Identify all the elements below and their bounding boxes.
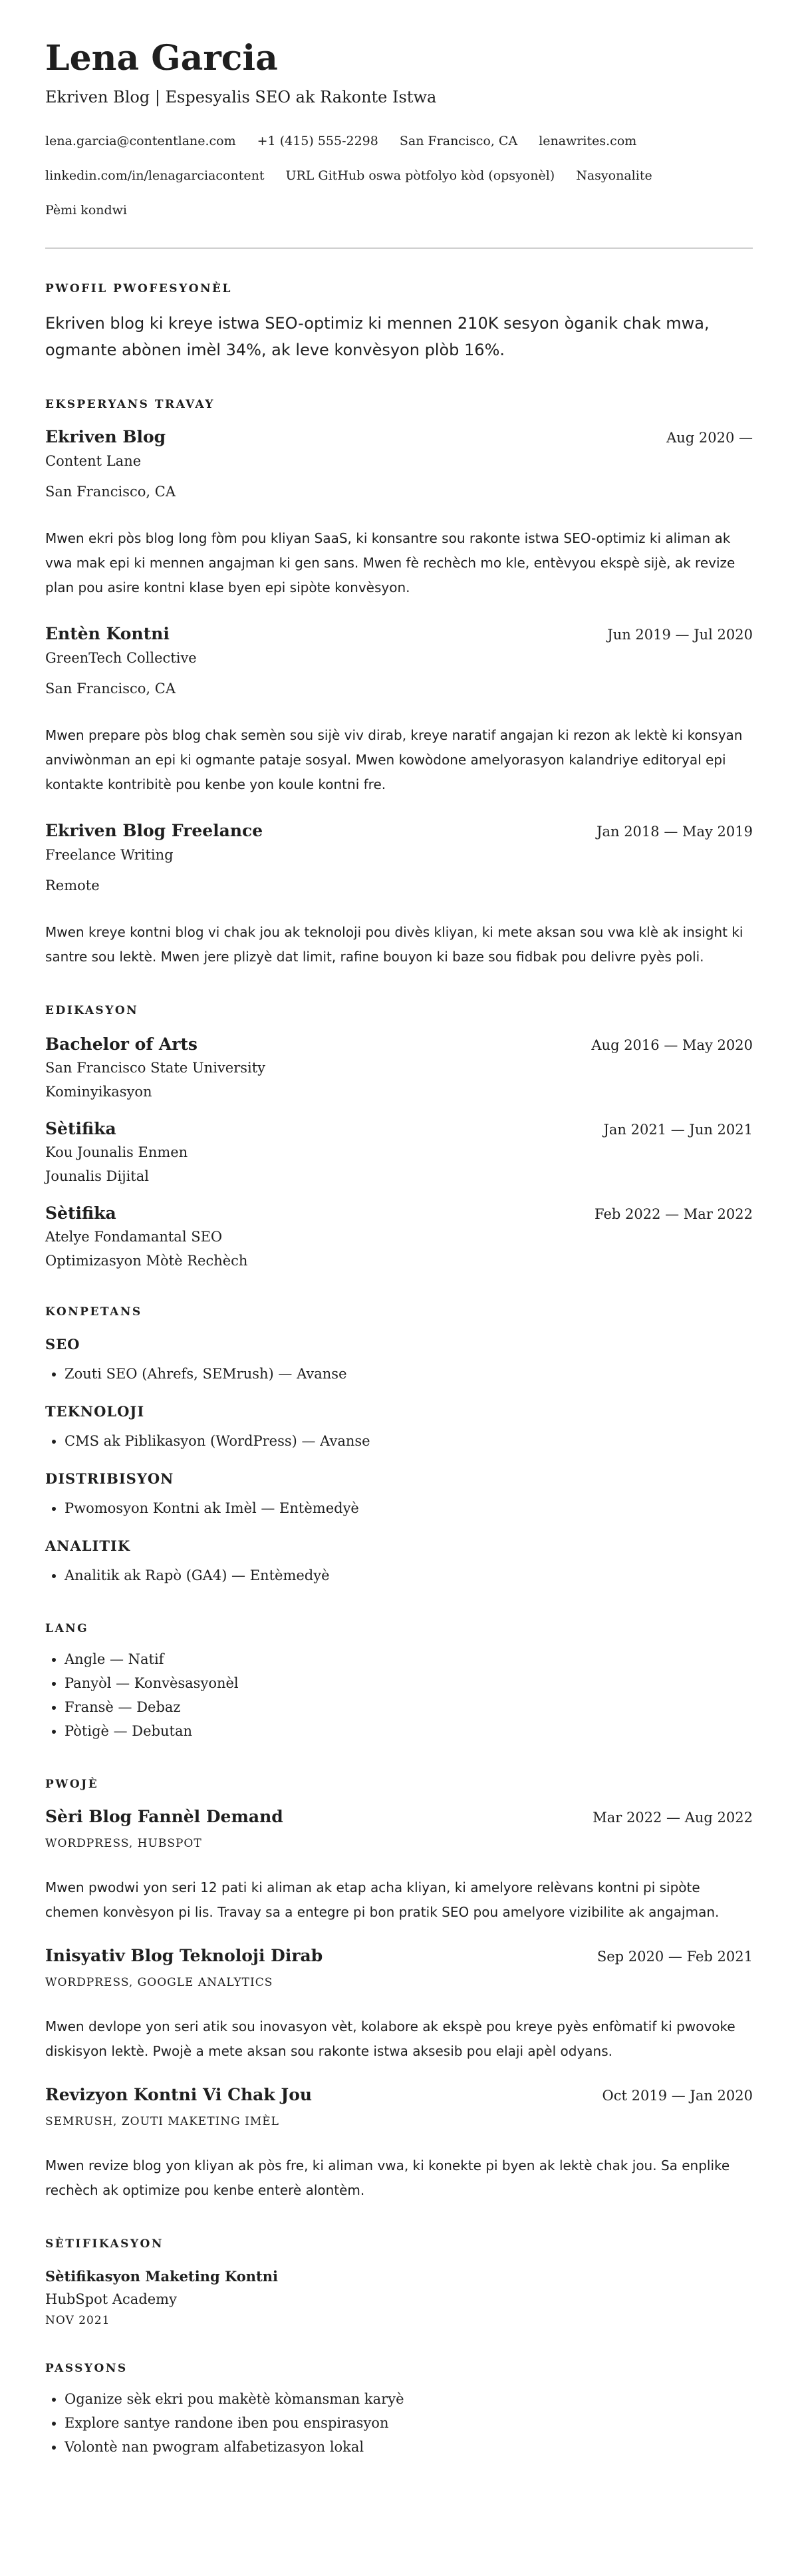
degree-title: Bachelor of Arts [45, 1034, 198, 1054]
candidate-name: Lena Garcia [45, 38, 278, 79]
skill-group-title: TEKNOLOJI [45, 1402, 145, 1420]
job-description: Mwen ekri pòs blog long fòm pou kliyan SaaS, ki konsantre sou rakonte istwa SEO-optimiz ki aliman ak vwa mak epi ki mennen angajman ki gen sans. Mwen fè rechèch mo kle, entèvyou ekspè sijè, ak revize plan pou asire kontni klase byen epi sipòte konvèsyon. [45, 530, 735, 595]
headline: Ekriven Blog | Espesyalis SEO ak Rakonte Istwa [45, 87, 437, 106]
project-title: Sèri Blog Fannèl Demand [45, 1806, 283, 1826]
project-title: Revizyon Kontni Vi Chak Jou [45, 2084, 313, 2104]
language-item: • Panyòl — Konvèsasyonèl [65, 1671, 753, 1695]
projects-heading: PWOJÈ [45, 1777, 99, 1791]
skill-group [45, 1537, 753, 1587]
skill-item: • Zouti SEO (Ahrefs, SEMrush) — Avanse [65, 1362, 753, 1386]
projects-list [45, 1807, 753, 2203]
project-description: Mwen revize blog yon kliyan ak pòs fre, ki aliman vwa, ki konekte pi byen ak lektè chak jou. Sa enplike rechèch ak optimize pou kenbe enterè alontèm. [45, 2157, 730, 2198]
project-tech: WORDPRESS, HUBSPOT [45, 1836, 202, 1850]
contact-driving-license: Pèmi kondwi [45, 202, 127, 218]
skill-group-title: DISTRIBISYON [45, 1470, 174, 1487]
certification-issuer: HubSpot Academy [45, 2291, 177, 2307]
skill-item: • CMS ak Piblikasyon (WordPress) — Avanse [65, 1429, 753, 1453]
skill-group [45, 1470, 753, 1520]
contact-list [45, 124, 753, 228]
job-title: Entèn Kontni [45, 623, 170, 643]
skills-heading: KONPETANS [45, 1305, 142, 1319]
skill-group-title: SEO [45, 1335, 80, 1353]
languages-heading: LANG [45, 1621, 89, 1635]
job-location: San Francisco, CA [45, 680, 176, 697]
project-entry [45, 1946, 753, 2064]
experience-list [45, 427, 753, 969]
interests-list [45, 2387, 753, 2459]
languages-list [45, 1647, 753, 1743]
job-location: San Francisco, CA [45, 483, 176, 500]
education-entry [45, 1119, 753, 1186]
skill-item: • Analitik ak Rapò (GA4) — Entèmedyè [65, 1563, 753, 1587]
header-divider [45, 247, 753, 249]
project-tech: WORDPRESS, GOOGLE ANALYTICS [45, 1975, 273, 1989]
education-entry [45, 1204, 753, 1271]
project-date: Oct 2019 — Jan 2020 [602, 2087, 753, 2104]
interest-item: • Explore santye randone iben pou enspirasyon [65, 2411, 753, 2435]
interests-heading: PASSYONS [45, 2361, 128, 2375]
education-date: Jan 2021 — Jun 2021 [603, 1121, 753, 1138]
job-company: GreenTech Collective [45, 649, 197, 666]
project-date: Sep 2020 — Feb 2021 [597, 1948, 753, 1965]
job-date: Jan 2018 — May 2019 [597, 823, 753, 840]
contact-website[interactable]: lenawrites.com [539, 133, 637, 148]
degree-title: Sètifika [45, 1203, 116, 1223]
contact-email[interactable]: lena.garcia@contentlane.com [45, 133, 236, 148]
education-date: Feb 2022 — Mar 2022 [595, 1206, 753, 1222]
field-of-study: Optimizasyon Mòtè Rechèch [45, 1252, 248, 1269]
interest-item: • Volontè nan pwogram alfabetizasyon lokal [65, 2435, 753, 2459]
institution: Atelye Fondamantal SEO [45, 1228, 223, 1245]
degree-title: Sètifika [45, 1118, 116, 1138]
job-description: Mwen prepare pòs blog chak semèn sou sijè viv dirab, kreye naratif angajan ki rezon ak lektè ki konsyan anviwònman an epi ki ogmante pataje sosyal. Mwen kowòdone amelyorasyon kalandriye editoryal epi kontakte kontribitè pou kenbe yon koule kontni fre. [45, 726, 743, 792]
certification-entry [45, 2268, 753, 2327]
job-company: Content Lane [45, 452, 142, 469]
project-description: Mwen pwodwi yon seri 12 pati ki aliman ak etap acha kliyan, ki amelyore relèvans kontni pi sipòte chemen konvèsyon pi lis. Travay sa a entegre pi bon pratik SEO pou amelyore vizibilite ak angajman. [45, 1879, 720, 1920]
contact-portfolio[interactable]: URL GitHub oswa pòtfolyo kòd (opsyonèl) [285, 168, 555, 183]
project-entry [45, 1807, 753, 1925]
project-tech: SEMRUSH, ZOUTI MAKETING IMÈL [45, 2114, 279, 2128]
job-location: Remote [45, 877, 100, 893]
job-date: Aug 2020 — [666, 429, 753, 446]
project-title: Inisyativ Blog Teknoloji Dirab [45, 1945, 323, 1965]
field-of-study: Kominyikasyon [45, 1083, 152, 1100]
contact-location: San Francisco, CA [399, 133, 518, 148]
project-description: Mwen devlope yon seri atik sou inovasyon vèt, kolabore ak ekspè pou kreye pyès enfòmatif ki pwovoke diskisyon lektè. Pwojè a mete aksan sou rakonte istwa aksesib pou elaji apèl odyans. [45, 2018, 735, 2059]
field-of-study: Jounalis Dijital [45, 1168, 149, 1184]
contact-linkedin[interactable]: linkedin.com/in/lenagarciacontent [45, 168, 265, 183]
education-entry [45, 1035, 753, 1102]
job-date: Jun 2019 — Jul 2020 [607, 626, 753, 643]
certification-date: NOV 2021 [45, 2313, 110, 2327]
education-heading: EDIKASYON [45, 1003, 139, 1017]
experience-entry [45, 427, 753, 600]
certifications-heading: SÈTIFIKASYON [45, 2237, 164, 2251]
skills-list [45, 1336, 753, 1587]
experience-entry [45, 821, 753, 969]
project-entry [45, 2085, 753, 2203]
interest-item: • Oganize sèk ekri pou makètè kòmansman karyè [65, 2387, 753, 2411]
summary-heading: PWOFIL PWOFESYONÈL [45, 281, 232, 295]
skill-group-title: ANALITIK [45, 1537, 131, 1554]
institution: San Francisco State University [45, 1059, 266, 1076]
project-date: Mar 2022 — Aug 2022 [593, 1809, 753, 1826]
contact-phone[interactable]: +1 (415) 555-2298 [257, 133, 378, 148]
language-item: • Fransè — Debaz [65, 1695, 753, 1719]
language-item: • Angle — Natif [65, 1647, 753, 1671]
skill-group [45, 1403, 753, 1453]
summary-text: Ekriven blog ki kreye istwa SEO-optimiz ki mennen 210K sesyon òganik chak mwa, ogmante abònen imèl 34%, ak leve konvèsyon plòb 16%. [45, 313, 710, 359]
job-title: Ekriven Blog Freelance [45, 820, 263, 840]
education-date: Aug 2016 — May 2020 [591, 1037, 753, 1053]
education-list [45, 1035, 753, 1271]
skill-group [45, 1336, 753, 1386]
job-title: Ekriven Blog [45, 426, 166, 446]
job-description: Mwen kreye kontni blog vi chak jou ak teknoloji pou divès kliyan, ki mete aksan sou vwa klè ak insight ki santre sou lektè. Mwen jere plizyè dat limit, rafine bouyon ki baze sou fidbak pou delivre pyès poli. [45, 923, 743, 965]
experience-heading: EKSPERYANS TRAVAY [45, 397, 215, 411]
job-company: Freelance Writing [45, 846, 174, 863]
institution: Kou Jounalis Enmen [45, 1144, 188, 1160]
skill-item: • Pwomosyon Kontni ak Imèl — Entèmedyè [65, 1496, 753, 1520]
language-item: • Pòtigè — Debutan [65, 1719, 753, 1743]
certification-title: Sètifikasyon Maketing Kontni [45, 2267, 278, 2285]
experience-entry [45, 624, 753, 797]
contact-nationality: Nasyonalite [576, 168, 652, 183]
